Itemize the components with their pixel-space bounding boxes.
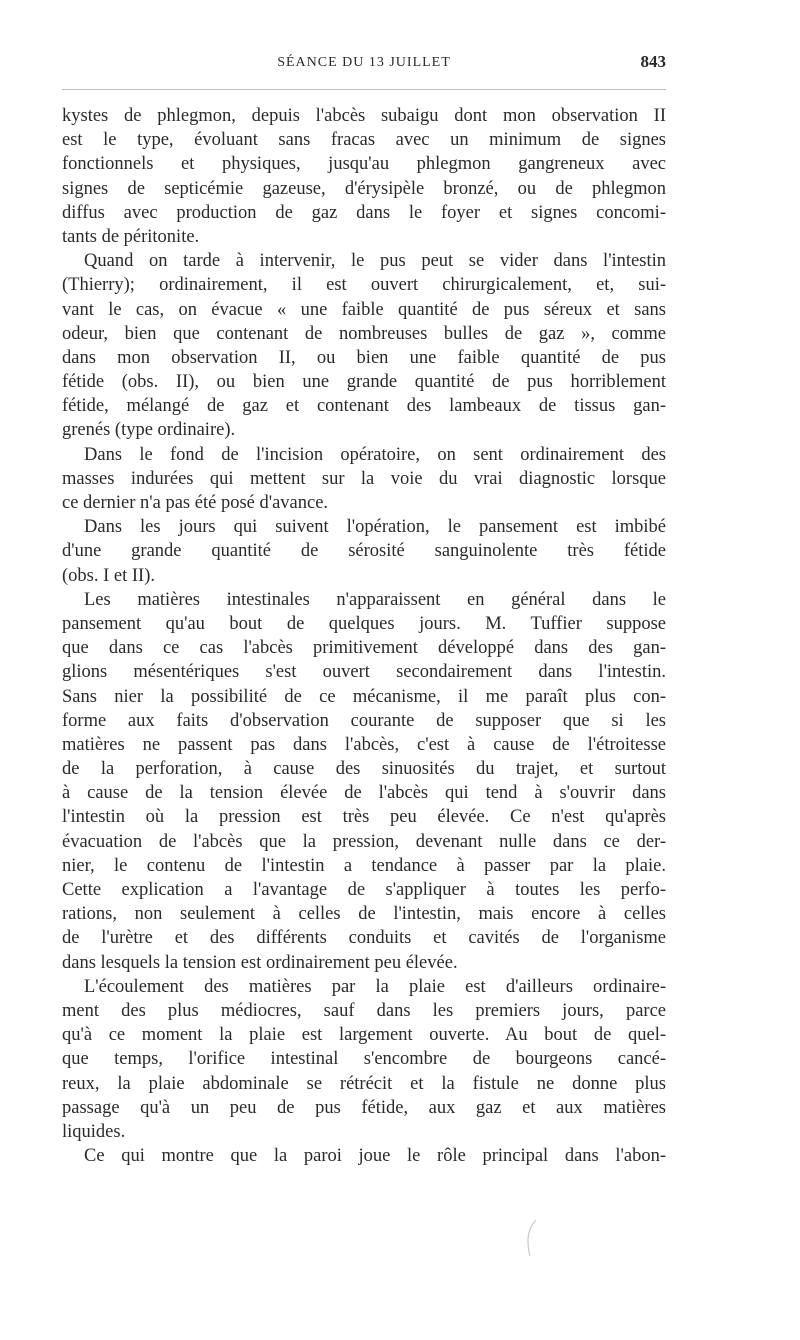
text-line: Les matières intestinales n'apparaissent en général dans le	[84, 589, 666, 610]
text-line: ment des plus médiocres, sauf dans les premiers jours, parce	[62, 1000, 666, 1021]
text-line: masses indurées qui mettent sur la voie du vrai diagnostic lorsque	[62, 468, 666, 489]
book-page	[62, 0, 666, 1340]
text-line: fétide (obs. II), ou bien une grande quantité de pus horriblement	[62, 372, 666, 393]
text-line: fonctionnels et physiques, jusqu'au phlegmon gangreneux avec	[62, 154, 666, 175]
text-line: qu'à ce moment la plaie est largement ouverte. Au bout de quel-	[62, 1025, 666, 1046]
header-rule	[62, 89, 666, 90]
text-line: L'écoulement des matières par la plaie est d'ailleurs ordinaire-	[84, 976, 666, 997]
text-line: que dans ce cas l'abcès primitivement développé dans des gan-	[62, 638, 666, 659]
text-line: fétide, mélangé de gaz et contenant des lambeaux de tissus gan-	[62, 396, 666, 417]
text-line: Quand on tarde à intervenir, le pus peut se vider dans l'intestin	[84, 251, 666, 272]
text-line: Sans nier la possibilité de ce mécanisme, il me paraît plus con-	[62, 686, 666, 707]
text-line: Cette explication a l'avantage de s'appliquer à toutes les perfo-	[62, 880, 666, 900]
text-line: Dans le fond de l'incision opératoire, on sent ordinairement des	[84, 444, 666, 465]
text-line: tants de péritonite.	[62, 226, 200, 247]
text-line: Ce qui montre que la paroi joue le rôle principal dans l'abon-	[84, 1146, 666, 1167]
text-line: (Thierry); ordinairement, il est ouvert chirurgicalement, et, sui-	[62, 275, 666, 296]
text-line: nier, le contenu de l'intestin a tendance à passer par la plaie.	[62, 855, 666, 876]
body-text	[62, 104, 666, 1168]
text-line: rations, non seulement à celles de l'intestin, mais encore à celles	[62, 904, 666, 925]
text-line: est le type, évoluant sans fracas avec un minimum de signes	[62, 130, 666, 151]
text-line: diffus avec production de gaz dans le foyer et signes concomi-	[62, 202, 666, 223]
text-line: d'une grande quantité de sérosité sanguinolente très fétide	[62, 541, 666, 562]
text-line: pansement qu'au bout de quelques jours. M. Tuffier suppose	[62, 613, 666, 634]
running-head	[62, 52, 666, 74]
text-line: forme aux faits d'observation courante de supposer que si les	[62, 710, 666, 731]
text-line: glions mésentériques s'est ouvert secondairement dans l'intestin.	[62, 662, 666, 683]
text-line: Dans les jours qui suivent l'opération, le pansement est imbibé	[84, 517, 666, 538]
text-line: reux, la plaie abdominale se rétrécit et la fistule ne donne plus	[62, 1073, 666, 1094]
text-line: passage qu'à un peu de pus fétide, aux gaz et aux matières	[62, 1097, 666, 1118]
text-line: kystes de phlegmon, depuis l'abcès subaigu dont mon observation II	[62, 106, 666, 126]
text-line: odeur, bien que contenant de nombreuses bulles de gaz », comme	[62, 323, 666, 344]
page-number: 843	[640, 52, 666, 71]
text-line: de l'urètre et des différents conduits et cavités de l'organisme	[62, 928, 666, 949]
text-line: signes de septicémie gazeuse, d'érysipèle bronzé, ou de phlegmon	[62, 178, 666, 199]
running-title: SÉANCE DU 13 JUILLET	[277, 55, 451, 70]
text-line: (obs. I et II).	[62, 565, 155, 586]
text-line: dans mon observation II, ou bien une faible quantité de pus	[62, 347, 666, 368]
text-line: ce dernier n'a pas été posé d'avance.	[62, 493, 329, 513]
text-line: l'intestin où la pression est très peu élevée. Ce n'est qu'après	[62, 807, 666, 828]
text-line: matières ne passent pas dans l'abcès, c'est à cause de l'étroitesse	[62, 734, 666, 755]
text-line: liquides.	[62, 1121, 126, 1142]
text-line: évacuation de l'abcès que la pression, devenant nulle dans ce der-	[62, 831, 666, 852]
text-line: que temps, l'orifice intestinal s'encombre de bourgeons cancé-	[62, 1049, 666, 1070]
text-line: à cause de la tension élevée de l'abcès qui tend à s'ouvrir dans	[62, 783, 666, 804]
pencil-mark	[524, 1218, 538, 1258]
text-line: de la perforation, à cause des sinuosités du trajet, et surtout	[62, 759, 666, 780]
text-line: vant le cas, on évacue « une faible quantité de pus séreux et sans	[62, 299, 666, 320]
text-line: grenés (type ordinaire).	[62, 420, 236, 441]
text-line: dans lesquels la tension est ordinairement peu élevée.	[62, 952, 458, 973]
